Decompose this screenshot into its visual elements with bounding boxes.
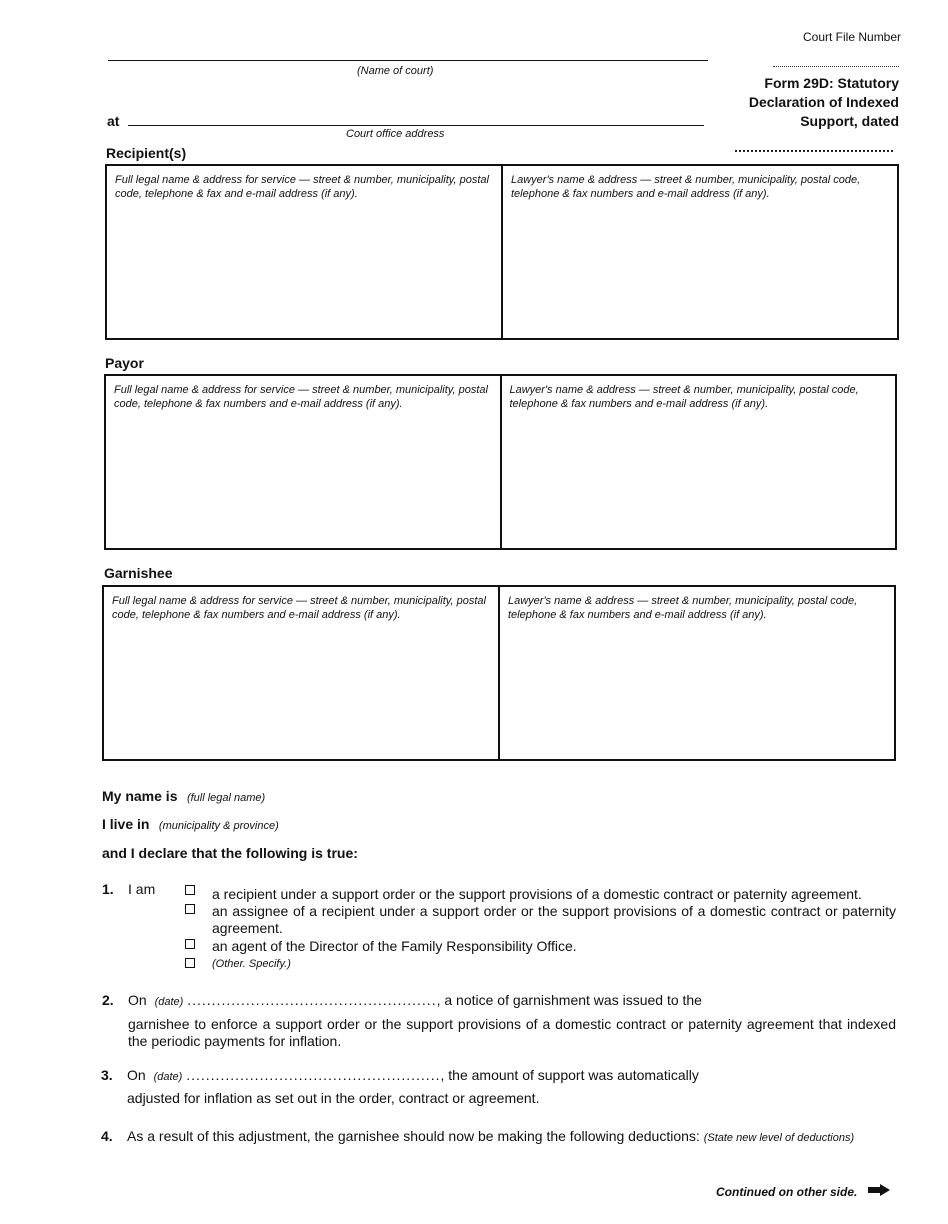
item-2-text-after: , a notice of garnishment was issued to the — [436, 992, 702, 1008]
item-3-date-caption: (date) — [153, 1071, 183, 1083]
dated-field[interactable] — [735, 150, 893, 152]
garnishee-name-address-caption: Full legal name & address for service — street & number, municipality, postal code, telephone & fax numbers and e-mail address (if any). — [112, 595, 486, 621]
payor-box — [104, 374, 897, 550]
court-file-number-label: Court File Number — [803, 30, 902, 44]
payor-name-address-caption: Full legal name & address for service — street & number, municipality, postal code, telephone & fax numbers and e-mail address (if any). — [114, 384, 488, 410]
item-2-number: 2. — [102, 992, 114, 1008]
garnishee-name-address-field[interactable] — [104, 587, 500, 759]
declare-statement: and I declare that the following is true: — [102, 845, 358, 861]
continued-note — [716, 1183, 890, 1201]
garnishee-lawyer-field[interactable] — [500, 587, 894, 759]
right-arrow-icon — [868, 1183, 890, 1201]
court-office-address-caption: Court office address — [346, 128, 445, 140]
item-1-option-4-text: (Other. Specify.) — [212, 958, 291, 970]
garnishee-lawyer-caption: Lawyer's name & address — street & number, municipality, postal code, telephone & fax numbers and e-mail address (if any). — [508, 595, 858, 621]
form-title-line-2: Declaration of Indexed — [748, 94, 899, 110]
item-1-option-4-checkbox[interactable] — [185, 958, 195, 968]
payor-lawyer-field[interactable] — [502, 376, 896, 548]
form-title — [749, 74, 899, 131]
item-3-date-field[interactable]: .................................................... — [186, 1067, 441, 1083]
recipient-name-address-caption: Full legal name & address for service — street & number, municipality, postal code, telephone & fax and e-mail address (if any). — [115, 174, 489, 200]
live-in-row[interactable] — [102, 816, 279, 834]
recipient-lawyer-caption: Lawyer's name & address — street & number, municipality, postal code, telephone & fax numbers and e-mail address (if any). — [511, 174, 861, 200]
recipient-section-title: Recipient(s) — [106, 145, 187, 161]
item-3-first-line — [127, 1067, 895, 1083]
my-name-caption: (full legal name) — [186, 792, 266, 804]
item-2-on: On — [128, 992, 147, 1008]
form-title-line-1: Form 29D: Statutory — [764, 75, 899, 91]
live-in-caption: (municipality & province) — [158, 820, 279, 832]
item-1-option-1-text: a recipient under a support order or the support provisions of a domestic contract or paternity agreement. — [212, 886, 862, 902]
item-1-option-1-checkbox[interactable] — [185, 885, 195, 895]
payor-name-address-field[interactable] — [106, 376, 502, 548]
item-3-continuation: adjusted for inflation as set out in the order, contract or agreement. — [127, 1090, 540, 1106]
item-1-option-2-text: an assignee of a recipient under a support order or the support provisions of a domestic contract or paternity agreement. — [212, 903, 896, 936]
item-1-option-3-text: an agent of the Director of the Family Responsibility Office. — [212, 938, 577, 954]
payor-section-title: Payor — [105, 355, 144, 371]
item-3-text-after: , the amount of support was automatically — [440, 1067, 699, 1083]
item-1-number: 1. — [102, 881, 114, 897]
payor-lawyer-caption: Lawyer's name & address — street & number, municipality, postal code, telephone & fax numbers and e-mail address (if any). — [509, 384, 859, 410]
live-in-label: I live in — [102, 816, 150, 832]
name-of-court-field[interactable] — [108, 60, 708, 61]
item-2-date-field[interactable]: ................................................... — [187, 992, 437, 1008]
item-3-on: On — [127, 1067, 146, 1083]
item-4-line — [127, 1128, 854, 1144]
garnishee-box — [102, 585, 896, 761]
item-4-text: As a result of this adjustment, the garnishee should now be making the following deductions: — [127, 1128, 700, 1144]
item-1-lead: I am — [128, 881, 156, 897]
at-label: at — [107, 113, 120, 129]
item-2-first-line — [128, 992, 896, 1008]
court-file-number-field[interactable] — [773, 66, 899, 67]
form-title-line-3: Support, dated — [800, 113, 899, 129]
item-4-number: 4. — [101, 1128, 113, 1144]
garnishee-section-title: Garnishee — [104, 565, 173, 581]
item-2-date-caption: (date) — [154, 996, 184, 1008]
my-name-label: My name is — [102, 788, 178, 804]
item-2-continuation: garnishee to enforce a support order or the support provisions of a domestic contract or paternity agreement that indexed the periodic payments for inflation. — [128, 1016, 896, 1049]
item-1-option-2-checkbox[interactable] — [185, 904, 195, 914]
item-4-caption: (State new level of deductions) — [703, 1132, 855, 1144]
recipient-lawyer-field[interactable] — [503, 166, 897, 338]
continued-text: Continued on other side. — [716, 1185, 858, 1200]
court-office-address-field[interactable] — [128, 125, 704, 126]
recipient-box — [105, 164, 899, 340]
item-1-option-3-checkbox[interactable] — [185, 939, 195, 949]
name-of-court-caption: (Name of court) — [357, 65, 434, 77]
recipient-name-address-field[interactable] — [107, 166, 503, 338]
my-name-row[interactable] — [102, 788, 265, 806]
item-3-number: 3. — [101, 1067, 113, 1083]
